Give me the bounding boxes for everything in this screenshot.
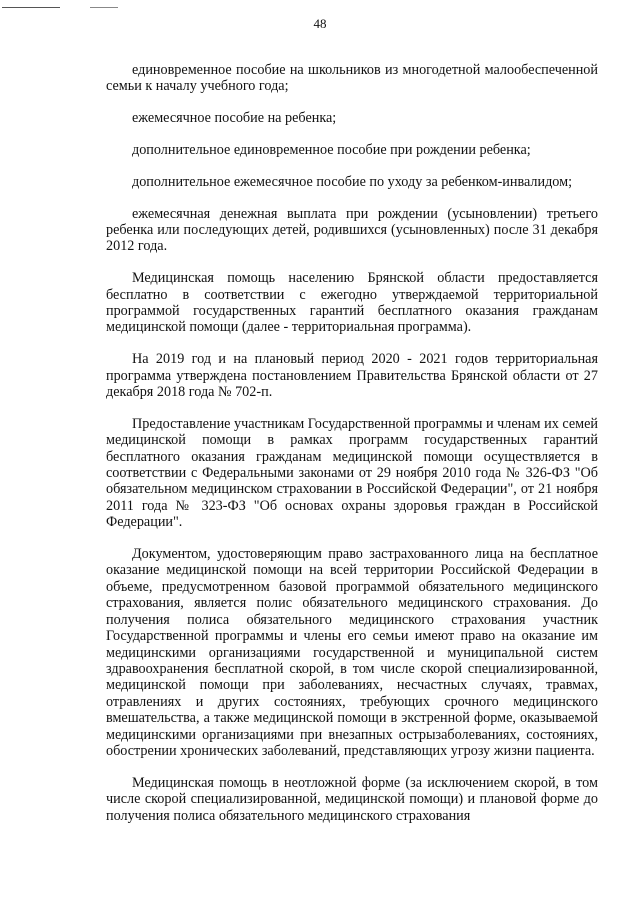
paragraph: Медицинская помощь населению Брянской области предоставляется бесплатно в соответствии с ежегодно утверждаемой территориальной программой государственных гарантий бесплатного оказания гражданам медицинской помощи (далее - территориальная программа). <box>106 270 598 336</box>
paragraph: Документом, удостоверяющим право застрахованного лица на бесплатное оказание медицинской помощи на всей территории Российской Федерации в объеме, предусмотренном базовой программой обязательного медицинского страхования, является полис обязательного медицинского страхования. До получения полиса обязательного медицинского страхования участник Государственной программы и члены его семьи имеют право на оказание им медицинскими организациями государственной и муниципальной систем здравоохранения бесплатной скорой, в том числе скорой специализированной, медицинской помощи при заболеваниях, несчастных случаях, травмах, отравлениях и других состояниях, требующих срочного медицинского вмешательства, а также медицинской помощи в экстренной форме, оказываемой медицинскими организациями при внезапных острызаболеваниях, состояниях, обострении хронических заболеваний, представляющих угрозу жизни пациента. <box>106 546 598 759</box>
paragraph: На 2019 год и на плановый период 2020 - 2021 годов территориальная программа утверждена постановлением Правительства Брянской области от 27 декабря 2018 года № 702-п. <box>106 351 598 401</box>
paragraph: единовременное пособие на школьников из многодетной малообеспеченной семьи к началу учебного года; <box>106 62 598 95</box>
paragraph: дополнительное ежемесячное пособие по уходу за ребенком-инвалидом; <box>132 173 573 190</box>
paragraph: Предоставление участникам Государственной программы и членам их семей медицинской помощи в рамках программ государственных гарантий бесплатного оказания гражданам медицинской помощи осуществляется в соответствии с Федеральными законами от 29 ноября 2010 года № 326-ФЗ "Об обязательном медицинском страховании в Российской Федерации", от 21 ноября 2011 года № 323-ФЗ "Об основах охраны здоровья граждан в Российской Федерации". <box>106 415 598 531</box>
paragraph: дополнительное единовременное пособие при рождении ребенка; <box>132 142 531 158</box>
page-number: 48 <box>313 16 327 31</box>
paragraph: ежемесячное пособие на ребенка; <box>132 110 337 127</box>
scan-edge-mark <box>2 7 60 8</box>
paragraph: Медицинская помощь в неотложной форме (за исключением скорой, в том числе скорой специализированной, медицинской помощи) и плановой форме до получения полиса обязательного медицинского страхования <box>106 774 598 824</box>
document-body <box>106 62 598 824</box>
paragraph: ежемесячная денежная выплата при рождении (усыновлении) третьего ребенка или последующих детей, родившихся (усыновленных) после 31 декабря 2012 года. <box>106 205 598 255</box>
scan-edge-mark <box>90 7 118 8</box>
